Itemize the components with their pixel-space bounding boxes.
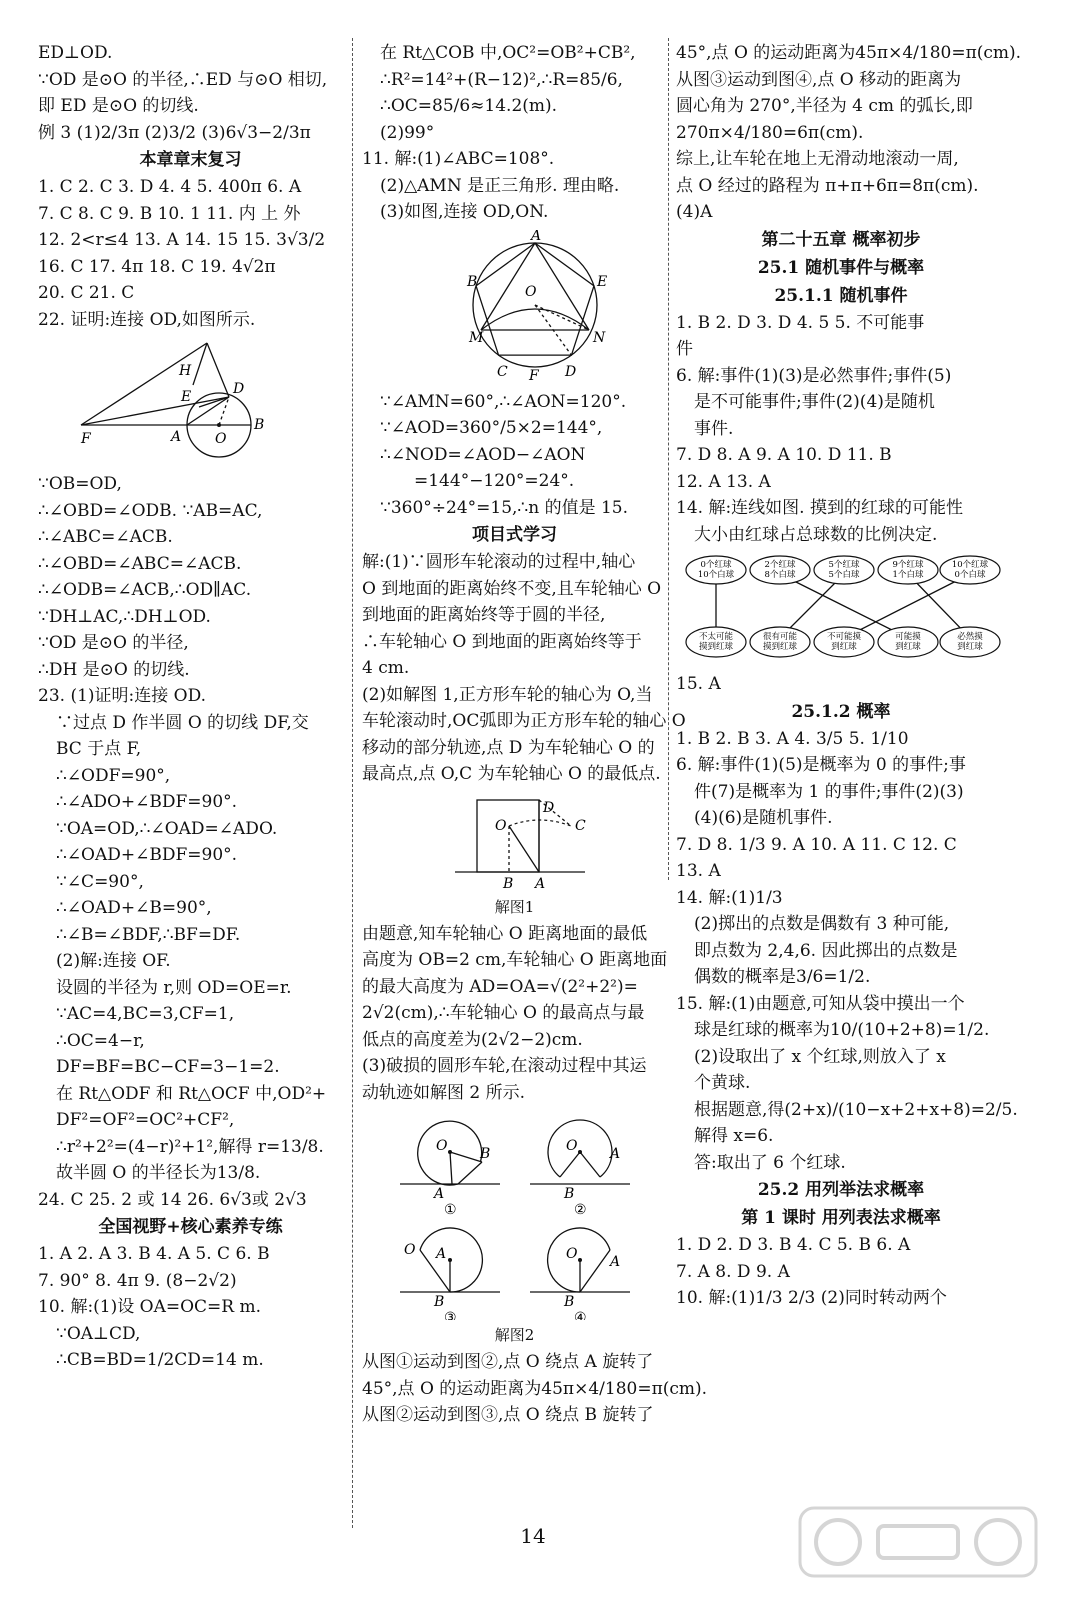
answer-line: ∴∠OBD=∠ABC=∠ACB. [38, 553, 242, 574]
answer-line: DF=BF=BC−CF=3−1=2. [56, 1057, 280, 1077]
answer-line: 1. C 2. C 3. D 4. 4 5. 400π 6. A [38, 177, 302, 197]
likelihood-label: 到红球 [831, 642, 857, 652]
answer-line: 低点的高度差为(2√2−2)cm. [362, 1029, 583, 1050]
column-divider [352, 38, 353, 1528]
likelihood-label: 可能摸 [895, 632, 921, 642]
answer-line: 偶数的概率是3/6=1/2. [694, 967, 871, 987]
answer-line: 车轮滚动时,OC弧即为正方形车轮的轴心 O [362, 711, 686, 731]
outcome-label: 9个红球 [892, 560, 924, 570]
answer-line: ∵AC=4,BC=3,CF=1, [56, 1004, 235, 1024]
answer-line: ∴∠B=∠BDF,∴BF=DF. [56, 924, 241, 945]
answer-line: (2)如解图 1,正方形车轮的轴心为 O,当 [362, 684, 653, 705]
section-heading: 第二十五章 概率初步 [761, 229, 921, 250]
answer-line: 是不可能事件;事件(2)(4)是随机 [694, 392, 935, 412]
answer-line: 在 Rt△COB 中,OC²=OB²+CB², [380, 43, 636, 63]
likelihood-label: 不可能摸 [826, 632, 862, 642]
answer-line: 到地面的距离始终等于圆的半径, [362, 605, 606, 625]
answer-line: ED⊥OD. [38, 43, 113, 63]
figure-label: B [563, 1186, 574, 1202]
answer-line: ∵过点 D 作半圆 O 的切线 DF,交 [56, 712, 309, 733]
answer-line: 14. 解:(1)1/3 [676, 887, 783, 908]
answer-line: 6. 解:事件(1)(3)是必然事件;事件(5) [676, 365, 952, 386]
outcome-label: 0个白球 [954, 570, 986, 580]
answer-line: 7. A 8. D 9. A [676, 1261, 790, 1282]
answer-line: ∵∠C=90°, [56, 871, 144, 892]
answer-line: ∴R²=14²+(R−12)²,∴R=85/6, [380, 69, 623, 90]
square-wheel-figure [385, 792, 645, 892]
answer-line: ∵DH⊥AC,∴DH⊥OD. [38, 606, 211, 627]
figure-label: N [592, 329, 605, 346]
answer-line: 移动的部分轨迹,点 D 为车轮轴心 O 的 [362, 737, 655, 758]
fig11-figure [362, 230, 667, 385]
answer-line: 从图②运动到图③,点 O 绕点 B 旋转了 [362, 1405, 654, 1425]
answer-line: ∴∠ODB=∠ACB,∴OD∥AC. [38, 580, 252, 600]
answer-line: ∵OD 是⊙O 的半径, [38, 633, 189, 653]
figure-label: C [574, 817, 586, 834]
answer-line: 22. 证明:连接 OD,如图所示. [38, 309, 256, 330]
answer-line: ∴∠OBD=∠ODB. ∵AB=AC, [38, 500, 263, 521]
answer-line: ∴∠NOD=∠AOD−∠AON [380, 444, 586, 465]
outcome-label: 1个白球 [892, 570, 924, 580]
figure-caption: 解图1 [494, 897, 535, 916]
answer-line: 1. A 2. A 3. B 4. A 5. C 6. B [38, 1244, 270, 1264]
answer-line: 在 Rt△ODF 和 Rt△OCF 中,OD²+ [56, 1083, 327, 1104]
figure-label: F [528, 367, 539, 380]
answer-line: ∴车轮轴心 O 到地面的距离始终等于 [362, 631, 642, 652]
figS1-figure [362, 792, 667, 917]
answer-line: (2)掷出的点数是偶数有 3 种可能, [694, 914, 950, 934]
answer-line: ∴∠ODF=90°, [56, 765, 171, 786]
section-heading: 25.1 随机事件与概率 [757, 257, 925, 278]
answer-line: 45°,点 O 的运动距离为45π×4/180=π(cm). [676, 43, 1022, 63]
answer-line: ∵∠AMN=60°,∴∠AON=120°. [380, 391, 627, 412]
answer-line: 即点数为 2,4,6. 因此掷出的点数是 [694, 940, 958, 961]
figure-label: D [232, 381, 244, 397]
answer-line: ∴∠OAD+∠B=90°, [56, 898, 212, 918]
figure-label: A [609, 1254, 620, 1270]
answer-column-3 [676, 40, 1022, 1312]
answer-line: 答:取出了 6 个红球. [694, 1152, 846, 1173]
answer-line: 10. 解:(1)1/3 2/3 (2)同时转动两个 [676, 1288, 947, 1308]
answer-line: 45°,点 O 的运动距离为45π×4/180=π(cm). [362, 1378, 708, 1399]
answer-line: 个黄球. [694, 1073, 751, 1093]
outcome-label: 5个红球 [828, 560, 860, 570]
pentagon-in-circle-figure [385, 230, 645, 380]
answer-line: 1. B 2. D 3. D 4. 5 5. 不可能事 [676, 312, 925, 333]
answer-line: 动轨迹如解图 2 所示. [362, 1082, 526, 1103]
answer-line: BC 于点 F, [56, 739, 142, 759]
answer-line: 综上,让车轮在地上无滑动地滚动一周, [676, 149, 959, 169]
wheel-position-3 [400, 1228, 500, 1292]
answer-line: 1. B 2. B 3. A 4. 3/5 5. 1/10 [676, 728, 909, 749]
figure-caption: 解图2 [494, 1326, 535, 1344]
section-heading: 25.2 用列举法求概率 [757, 1180, 925, 1200]
section-heading: 25.1.1 随机事件 [774, 285, 908, 306]
outcome-label: 8个白球 [764, 570, 796, 580]
figure-label: O [565, 1246, 577, 1262]
tangent-line-figure [71, 337, 311, 462]
figure-label: O [435, 1138, 447, 1154]
answer-line: 圆心角为 270°,半径为 4 cm 的弧长,即 [676, 96, 973, 116]
figure-label: B [253, 417, 264, 433]
broken-wheel-figure [380, 1110, 650, 1320]
section-heading: 全国视野+核心素养专练 [98, 1217, 283, 1237]
answer-line: 15. 解:(1)由题意,可知从袋中摸出一个 [676, 993, 965, 1014]
figure-label: A [170, 429, 181, 445]
figure-label: F [80, 431, 91, 447]
answer-line: 由题意,知车轮轴心 O 距离地面的最低 [362, 923, 648, 944]
likelihood-label: 摸到红球 [762, 642, 798, 652]
outcome-label: 10个红球 [951, 560, 989, 570]
answer-line: 最高点,点 O,C 为车轮轴心 O 的最低点. [362, 764, 661, 784]
answer-column-1 [38, 40, 343, 1374]
answer-line: 7. C 8. C 9. B 10. 1 11. 内 上 外 [38, 203, 301, 224]
answer-line: ∴∠OAD+∠BDF=90°. [56, 845, 238, 865]
answer-line: 12. 2<r≤4 13. A 14. 15 15. 3√3/2 [38, 230, 326, 250]
answer-line: 270π×4/180=6π(cm). [676, 122, 864, 143]
answer-line: ∵OD 是⊙O 的半径,∴ED 与⊙O 相切, [38, 69, 328, 90]
answer-line: ∵360°÷24°=15,∴n 的值是 15. [380, 497, 629, 518]
figure-label: B [563, 1294, 574, 1310]
likelihood-label: 不太可能 [698, 632, 734, 642]
figure-label: ③ [443, 1310, 457, 1320]
fig14-figure [676, 552, 1006, 667]
watermark-logo [798, 1502, 1038, 1582]
figure-label: M [468, 329, 483, 346]
likelihood-label: 必然摸 [957, 632, 983, 642]
answer-line: ∴r²+2²=(4−r)²+1²,解得 r=13/8. [56, 1136, 324, 1157]
answer-line: 高度为 OB=2 cm,车轮轴心 O 距离地面 [362, 950, 668, 970]
answer-line: 2√2(cm),∴车轮轴心 O 的最高点与最 [362, 1003, 645, 1023]
figS2-figure [362, 1110, 667, 1345]
answer-line: (4)A [676, 202, 713, 222]
answer-line: DF²=OF²=OC²+CF², [56, 1110, 235, 1130]
figure-label: O [214, 431, 226, 447]
figure-label: H [178, 363, 191, 379]
fig22-figure [38, 337, 343, 467]
answer-line: 7. D 8. A 9. A 10. D 11. B [676, 445, 892, 465]
answer-line: 20. C 21. C [38, 283, 135, 303]
answer-line: 24. C 25. 2 或 14 26. 6√3或 2√3 [38, 1189, 307, 1210]
figure-label: B [466, 273, 477, 290]
answer-line: 4 cm. [362, 658, 410, 678]
answer-line: 球是红球的概率为10/(10+2+8)=1/2. [694, 1020, 990, 1040]
answer-line: 设圆的半径为 r,则 OD=OE=r. [56, 977, 292, 998]
answer-line: (2)99° [380, 122, 435, 143]
figure-label: D [564, 363, 576, 380]
answer-line: 解得 x=6. [694, 1126, 774, 1146]
answer-line: 点 O 经过的路程为 π+π+6π=8π(cm). [676, 175, 979, 196]
section-heading: 25.1.2 概率 [791, 701, 891, 722]
answer-line: (4)(6)是随机事件. [694, 808, 833, 828]
answer-line: 根据题意,得(2+x)/(10−x+2+x+8)=2/5. [694, 1099, 1018, 1120]
answer-line: 12. A 13. A [676, 471, 771, 492]
answer-line: ∴∠ABC=∠ACB. [38, 527, 173, 547]
figure-label: B [502, 875, 513, 892]
figure-label: B [433, 1294, 444, 1310]
figure-label: O [494, 817, 506, 834]
figure-label: A [534, 875, 545, 892]
likelihood-label: 很有可能 [762, 632, 798, 642]
page-number: 14 [520, 1524, 546, 1548]
likelihood-label: 到红球 [895, 642, 921, 652]
answer-line: (2)设取出了 x 个红球,则放入了 x [694, 1046, 946, 1067]
outcome-label: 5个白球 [828, 570, 860, 580]
answer-line: 23. (1)证明:连接 OD. [38, 686, 207, 706]
answer-line: 件(7)是概率为 1 的事件;事件(2)(3) [694, 781, 964, 802]
answer-line: =144°−120°=24°. [414, 471, 575, 491]
answer-line: 例 3 (1)2/3π (2)3/2 (3)6√3−2/3π [38, 122, 311, 143]
answer-line: ∴OC=85/6≈14.2(m). [380, 96, 558, 116]
likelihood-label: 摸到红球 [698, 642, 734, 652]
answer-line: ∴OC=4−r, [56, 1030, 145, 1051]
answer-line: 解:(1)∵圆形车轮滚动的过程中,轴心 [362, 552, 636, 572]
answer-line: 14. 解:连线如图. 摸到的红球的可能性 [676, 498, 963, 518]
figure-label: E [180, 389, 191, 405]
answer-line: 事件. [694, 418, 734, 439]
figure-label: ④ [573, 1310, 587, 1320]
figure-label: O [565, 1138, 577, 1154]
answer-line: 从图①运动到图②,点 O 绕点 A 旋转了 [362, 1352, 654, 1372]
figure-label: ① [443, 1202, 457, 1218]
figure-label: C [496, 363, 508, 380]
probability-matching-figure [676, 552, 1006, 662]
answer-line: ∵OA=OD,∴∠OAD=∠ADO. [56, 818, 278, 839]
outcome-label: 10个白球 [697, 570, 735, 580]
answer-line: ∴∠ADO+∠BDF=90°. [56, 792, 238, 812]
answer-line: ∴CB=BD=1/2CD=14 m. [56, 1350, 264, 1370]
answer-line: 1. D 2. D 3. B 4. C 5. B 6. A [676, 1235, 911, 1255]
answer-line: 10. 解:(1)设 OA=OC=R m. [38, 1297, 262, 1317]
answer-line: ∵OB=OD, [38, 474, 122, 494]
answer-line: 15. A [676, 674, 721, 694]
figure-label: A [609, 1146, 620, 1162]
answer-line: (3)破损的圆形车轮,在滚动过程中其运 [362, 1056, 647, 1076]
answer-line: 大小由红球占总球数的比例决定. [694, 524, 938, 545]
answer-line: (2)△AMN 是正三角形. 理由略. [380, 175, 620, 196]
answer-line: 16. C 17. 4π 18. C 19. 4√2π [38, 256, 276, 277]
section-heading: 第 1 课时 用列表法求概率 [741, 1208, 941, 1228]
answer-line: 7. 90° 8. 4π 9. (8−2√2) [38, 1270, 237, 1291]
answer-line: 即 ED 是⊙O 的切线. [38, 96, 199, 116]
answer-line: O 到地面的距离始终不变,且车轮轴心 O [362, 578, 662, 599]
answer-line: 13. A [676, 861, 721, 881]
figure-label: O [524, 283, 536, 300]
answer-line: (2)解:连接 OF. [56, 951, 171, 971]
likelihood-label: 到红球 [957, 642, 983, 652]
answer-line: ∴DH 是⊙O 的切线. [38, 659, 190, 680]
answer-line: 从图③运动到图④,点 O 移动的距离为 [676, 69, 962, 90]
figure-label: E [596, 273, 607, 290]
outcome-label: 2个红球 [764, 560, 796, 570]
answer-line: (3)如图,连接 OD,ON. [380, 202, 549, 222]
figure-label: O [403, 1242, 415, 1258]
section-heading: 本章章末复习 [139, 150, 242, 170]
figure-label: ② [573, 1202, 587, 1218]
figure-label: A [435, 1246, 446, 1262]
answer-line: 故半圆 O 的半径长为13/8. [56, 1163, 261, 1183]
figure-label: D [542, 799, 554, 816]
column-divider [668, 38, 669, 880]
answer-line: 件 [676, 339, 693, 359]
answer-line: 6. 解:事件(1)(5)是概率为 0 的事件;事 [676, 755, 966, 775]
answer-line: 11. 解:(1)∠ABC=108°. [362, 149, 555, 169]
answer-line: ∵∠AOD=360°/5×2=144°, [380, 418, 603, 438]
answer-line: ∵OA⊥CD, [56, 1323, 141, 1344]
outcome-label: 0个红球 [700, 560, 732, 570]
figure-label: B [479, 1146, 490, 1162]
section-heading: 项目式学习 [472, 525, 557, 545]
figure-label: A [530, 229, 541, 244]
answer-line: 7. D 8. 1/3 9. A 10. A 11. C 12. C [676, 834, 957, 855]
figure-label: A [433, 1186, 444, 1202]
answer-line: 的最大高度为 AD=OA=√(2²+2²)= [362, 976, 638, 997]
